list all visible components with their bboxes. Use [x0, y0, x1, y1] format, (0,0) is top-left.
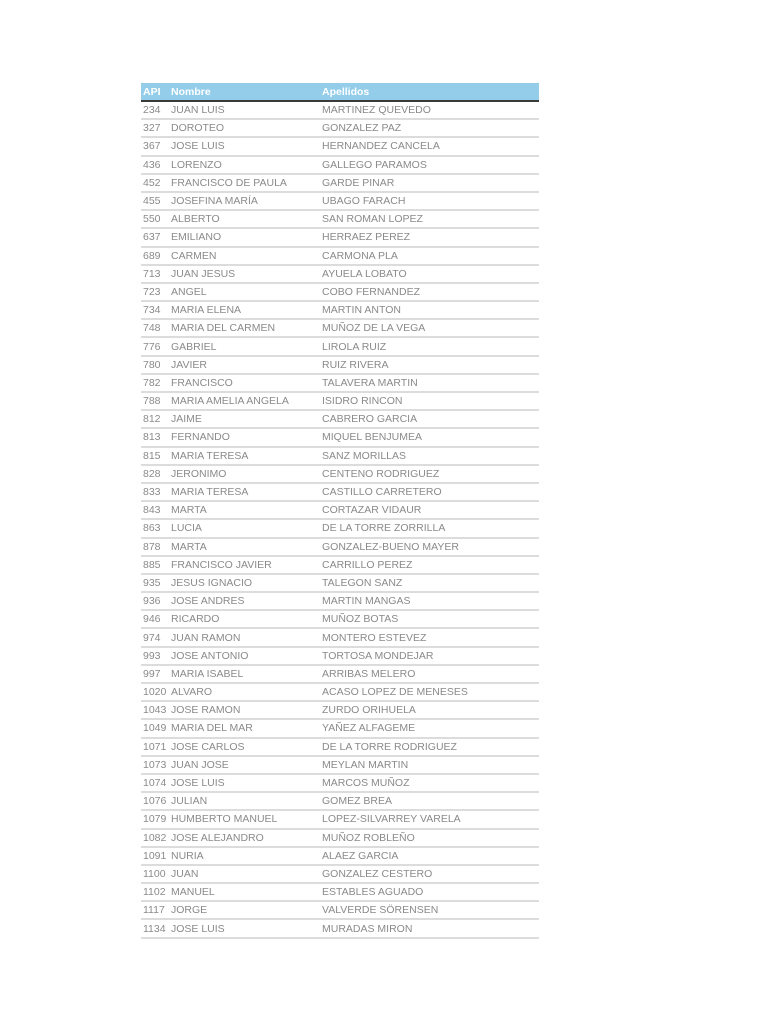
cell-apellidos: GONZALEZ CESTERO — [320, 865, 539, 883]
cell-apellidos: ACASO LOPEZ DE MENESES — [320, 683, 539, 701]
cell-apellidos: MUÑOZ ROBLEÑO — [320, 829, 539, 847]
table-row — [141, 119, 539, 137]
header-api: API — [141, 83, 169, 101]
table-row — [141, 883, 539, 901]
cell-api: 813 — [141, 428, 169, 446]
cell-nombre: FERNANDO — [169, 428, 320, 446]
cell-apellidos: ZURDO ORIHUELA — [320, 701, 539, 719]
cell-apellidos: MARTIN ANTON — [320, 301, 539, 319]
cell-apellidos: UBAGO FARACH — [320, 192, 539, 210]
cell-api: 935 — [141, 574, 169, 592]
table-row — [141, 210, 539, 228]
table-row — [141, 847, 539, 865]
table-row — [141, 301, 539, 319]
cell-nombre: JERONIMO — [169, 465, 320, 483]
table-row — [141, 319, 539, 337]
members-table — [141, 83, 539, 939]
cell-nombre: JOSE RAMON — [169, 701, 320, 719]
table-row — [141, 574, 539, 592]
cell-api: 1043 — [141, 701, 169, 719]
cell-api: 1020 — [141, 683, 169, 701]
cell-api: 327 — [141, 119, 169, 137]
cell-api: 1134 — [141, 919, 169, 937]
cell-nombre: JESUS IGNACIO — [169, 574, 320, 592]
table-row — [141, 628, 539, 646]
table-row — [141, 192, 539, 210]
cell-apellidos: AYUELA LOBATO — [320, 265, 539, 283]
table-row — [141, 919, 539, 937]
cell-nombre: MARIA TERESA — [169, 447, 320, 465]
table-row — [141, 683, 539, 701]
cell-apellidos: VALVERDE SÖRENSEN — [320, 901, 539, 919]
cell-apellidos: RUIZ RIVERA — [320, 356, 539, 374]
cell-apellidos: GOMEZ BREA — [320, 792, 539, 810]
cell-apellidos: HERRAEZ PEREZ — [320, 228, 539, 246]
cell-nombre: MARIA ELENA — [169, 301, 320, 319]
table-row — [141, 228, 539, 246]
cell-api: 993 — [141, 647, 169, 665]
cell-nombre: MANUEL — [169, 883, 320, 901]
cell-apellidos: HERNANDEZ CANCELA — [320, 137, 539, 155]
cell-api: 1100 — [141, 865, 169, 883]
table-row — [141, 356, 539, 374]
members-sheet — [141, 83, 539, 939]
table-row — [141, 337, 539, 355]
cell-nombre: RICARDO — [169, 610, 320, 628]
cell-api: 748 — [141, 319, 169, 337]
table-row — [141, 137, 539, 155]
cell-nombre: MARTA — [169, 538, 320, 556]
cell-apellidos: SAN ROMAN LOPEZ — [320, 210, 539, 228]
table-row — [141, 665, 539, 683]
cell-api: 367 — [141, 137, 169, 155]
cell-nombre: ANGEL — [169, 283, 320, 301]
cell-api: 863 — [141, 519, 169, 537]
cell-nombre: JOSE ANDRES — [169, 592, 320, 610]
cell-nombre: MARIA DEL CARMEN — [169, 319, 320, 337]
cell-nombre: CARMEN — [169, 247, 320, 265]
cell-api: 1079 — [141, 810, 169, 828]
cell-nombre: JAIME — [169, 410, 320, 428]
cell-api: 946 — [141, 610, 169, 628]
cell-apellidos: DE LA TORRE ZORRILLA — [320, 519, 539, 537]
cell-api: 452 — [141, 174, 169, 192]
table-row — [141, 483, 539, 501]
cell-apellidos: GONZALEZ PAZ — [320, 119, 539, 137]
table-row — [141, 829, 539, 847]
cell-nombre: JOSE LUIS — [169, 919, 320, 937]
cell-apellidos: ISIDRO RINCON — [320, 392, 539, 410]
table-row — [141, 792, 539, 810]
cell-nombre: ALVARO — [169, 683, 320, 701]
cell-nombre: JUAN RAMON — [169, 628, 320, 646]
cell-nombre: FRANCISCO JAVIER — [169, 556, 320, 574]
cell-api: 550 — [141, 210, 169, 228]
cell-apellidos: CARRILLO PEREZ — [320, 556, 539, 574]
cell-apellidos: MUÑOZ BOTAS — [320, 610, 539, 628]
cell-api: 788 — [141, 392, 169, 410]
cell-nombre: FRANCISCO DE PAULA — [169, 174, 320, 192]
cell-api: 782 — [141, 374, 169, 392]
header-row — [141, 83, 539, 101]
cell-apellidos: MURADAS MIRON — [320, 919, 539, 937]
cell-nombre: JULIAN — [169, 792, 320, 810]
cell-api: 1076 — [141, 792, 169, 810]
cell-apellidos: YAÑEZ ALFAGEME — [320, 719, 539, 737]
cell-apellidos: TALEGON SANZ — [320, 574, 539, 592]
cell-api: 723 — [141, 283, 169, 301]
table-row — [141, 556, 539, 574]
cell-api: 1049 — [141, 719, 169, 737]
cell-api: 878 — [141, 538, 169, 556]
cell-apellidos: MIQUEL BENJUMEA — [320, 428, 539, 446]
cell-apellidos: CARMONA PLA — [320, 247, 539, 265]
cell-nombre: MARIA AMELIA ANGELA — [169, 392, 320, 410]
cell-nombre: JOSE CARLOS — [169, 738, 320, 756]
table-row — [141, 719, 539, 737]
table-row — [141, 174, 539, 192]
cell-api: 1073 — [141, 756, 169, 774]
table-row — [141, 392, 539, 410]
table-row — [141, 519, 539, 537]
cell-api: 833 — [141, 483, 169, 501]
table-row — [141, 774, 539, 792]
table-header — [141, 83, 539, 101]
cell-api: 637 — [141, 228, 169, 246]
cell-api: 828 — [141, 465, 169, 483]
cell-api: 780 — [141, 356, 169, 374]
cell-nombre: DOROTEO — [169, 119, 320, 137]
table-row — [141, 810, 539, 828]
cell-nombre: JUAN JESUS — [169, 265, 320, 283]
cell-apellidos: CORTAZAR VIDAUR — [320, 501, 539, 519]
cell-api: 689 — [141, 247, 169, 265]
cell-api: 1117 — [141, 901, 169, 919]
cell-apellidos: MEYLAN MARTIN — [320, 756, 539, 774]
cell-api: 436 — [141, 156, 169, 174]
cell-apellidos: MARTINEZ QUEVEDO — [320, 101, 539, 119]
table-row — [141, 247, 539, 265]
cell-api: 734 — [141, 301, 169, 319]
cell-apellidos: ARRIBAS MELERO — [320, 665, 539, 683]
cell-nombre: GABRIEL — [169, 337, 320, 355]
table-row — [141, 538, 539, 556]
table-row — [141, 901, 539, 919]
cell-apellidos: COBO FERNANDEZ — [320, 283, 539, 301]
cell-nombre: JOSE ANTONIO — [169, 647, 320, 665]
cell-api: 455 — [141, 192, 169, 210]
cell-apellidos: MUÑOZ DE LA VEGA — [320, 319, 539, 337]
table-row — [141, 447, 539, 465]
table-row — [141, 465, 539, 483]
cell-api: 1102 — [141, 883, 169, 901]
cell-nombre: EMILIANO — [169, 228, 320, 246]
cell-nombre: JOSEFINA MARÍA — [169, 192, 320, 210]
cell-nombre: MARIA TERESA — [169, 483, 320, 501]
header-apellidos: Apellidos — [320, 83, 539, 101]
cell-api: 234 — [141, 101, 169, 119]
cell-nombre: MARIA DEL MAR — [169, 719, 320, 737]
cell-apellidos: GARDE PINAR — [320, 174, 539, 192]
cell-api: 843 — [141, 501, 169, 519]
table-row — [141, 156, 539, 174]
cell-api: 997 — [141, 665, 169, 683]
cell-api: 812 — [141, 410, 169, 428]
cell-api: 1071 — [141, 738, 169, 756]
cell-api: 974 — [141, 628, 169, 646]
table-row — [141, 501, 539, 519]
cell-nombre: FRANCISCO — [169, 374, 320, 392]
table-row — [141, 647, 539, 665]
cell-nombre: MARTA — [169, 501, 320, 519]
cell-apellidos: ESTABLES AGUADO — [320, 883, 539, 901]
cell-nombre: JUAN — [169, 865, 320, 883]
cell-api: 1091 — [141, 847, 169, 865]
cell-apellidos: GALLEGO PARAMOS — [320, 156, 539, 174]
table-row — [141, 592, 539, 610]
cell-apellidos: SANZ MORILLAS — [320, 447, 539, 465]
table-row — [141, 374, 539, 392]
table-row — [141, 610, 539, 628]
table-row — [141, 428, 539, 446]
cell-apellidos: MONTERO ESTEVEZ — [320, 628, 539, 646]
table-body — [141, 101, 539, 938]
cell-apellidos: GONZALEZ-BUENO MAYER — [320, 538, 539, 556]
cell-apellidos: TALAVERA MARTIN — [320, 374, 539, 392]
cell-nombre: LORENZO — [169, 156, 320, 174]
cell-apellidos: ALAEZ GARCIA — [320, 847, 539, 865]
cell-apellidos: LOPEZ-SILVARREY VARELA — [320, 810, 539, 828]
cell-apellidos: DE LA TORRE RODRIGUEZ — [320, 738, 539, 756]
cell-apellidos: MARCOS MUÑOZ — [320, 774, 539, 792]
cell-apellidos: CABRERO GARCIA — [320, 410, 539, 428]
cell-apellidos: TORTOSA MONDEJAR — [320, 647, 539, 665]
cell-nombre: HUMBERTO MANUEL — [169, 810, 320, 828]
cell-nombre: JOSE LUIS — [169, 137, 320, 155]
table-row — [141, 101, 539, 119]
cell-api: 776 — [141, 337, 169, 355]
cell-nombre: JAVIER — [169, 356, 320, 374]
cell-nombre: JUAN LUIS — [169, 101, 320, 119]
table-row — [141, 701, 539, 719]
cell-nombre: LUCIA — [169, 519, 320, 537]
cell-nombre: JUAN JOSE — [169, 756, 320, 774]
cell-api: 885 — [141, 556, 169, 574]
cell-nombre: JOSE ALEJANDRO — [169, 829, 320, 847]
table-row — [141, 865, 539, 883]
cell-nombre: NURIA — [169, 847, 320, 865]
cell-api: 1082 — [141, 829, 169, 847]
header-nombre: Nombre — [169, 83, 320, 101]
table-row — [141, 738, 539, 756]
cell-apellidos: LIROLA RUIZ — [320, 337, 539, 355]
cell-apellidos: MARTIN MANGAS — [320, 592, 539, 610]
cell-nombre: ALBERTO — [169, 210, 320, 228]
table-row — [141, 410, 539, 428]
cell-apellidos: CENTENO RODRIGUEZ — [320, 465, 539, 483]
cell-api: 1074 — [141, 774, 169, 792]
cell-nombre: MARIA ISABEL — [169, 665, 320, 683]
table-row — [141, 756, 539, 774]
table-row — [141, 283, 539, 301]
cell-nombre: JOSE LUIS — [169, 774, 320, 792]
cell-api: 936 — [141, 592, 169, 610]
cell-nombre: JORGE — [169, 901, 320, 919]
cell-apellidos: CASTILLO CARRETERO — [320, 483, 539, 501]
table-row — [141, 265, 539, 283]
cell-api: 713 — [141, 265, 169, 283]
cell-api: 815 — [141, 447, 169, 465]
